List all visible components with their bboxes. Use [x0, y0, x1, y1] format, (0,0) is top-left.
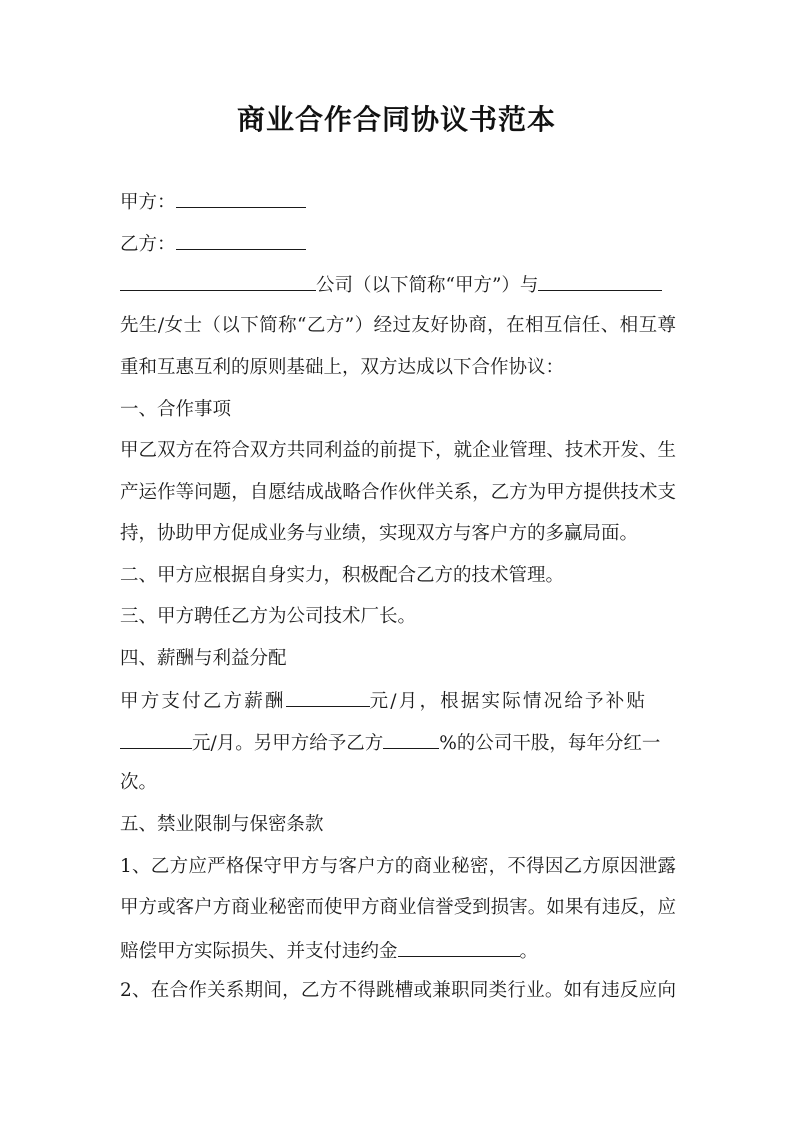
salary-text-c: 元/月。另甲方给予乙方	[192, 733, 384, 754]
salary-line-2	[120, 730, 676, 756]
party-a-blank[interactable]	[176, 189, 306, 208]
party-b-line	[120, 231, 676, 257]
party-b-name-blank[interactable]	[538, 272, 662, 291]
clause-5-1-line-1: 1、乙方应严格保守甲方与客户方的商业秘密，不得因乙方原因泄露	[120, 856, 676, 877]
salary-line-3: 次。	[120, 772, 158, 793]
salary-text-d: %的公司干股，每年分红一	[439, 733, 661, 754]
intro-line-3: 重和互惠互利的原则基础上，双方达成以下合作协议：	[120, 357, 565, 378]
party-b-label: 乙方：	[120, 234, 176, 255]
salary-text-a: 甲方支付乙方薪酬	[120, 691, 286, 712]
clause-5-1-line-3	[120, 938, 676, 964]
section-3-heading: 三、甲方聘任乙方为公司技术厂长。	[120, 606, 417, 627]
section-4-heading: 四、薪酬与利益分配	[120, 648, 287, 669]
salary-text-b: 元/月，根据实际情况给予补贴	[369, 691, 648, 712]
salary-line-1	[120, 688, 676, 714]
penalty-blank[interactable]	[398, 938, 520, 957]
section-5-heading: 五、禁业限制与保密条款	[120, 814, 324, 835]
intro-company-text: 公司（以下简称“甲方”）与	[316, 275, 539, 296]
section-2-heading: 二、甲方应根据自身实力，积极配合乙方的技术管理。	[120, 565, 565, 586]
party-b-blank[interactable]	[176, 231, 306, 250]
penalty-period: 。	[519, 941, 539, 962]
section-1-line-3: 持，协助甲方促成业务与业绩，实现双方与客户方的多赢局面。	[120, 523, 639, 544]
clause-5-1-line-2: 甲方或客户方商业秘密而使甲方商业信誉受到损害。如果有违反，应	[120, 897, 676, 918]
company-name-blank[interactable]	[120, 272, 316, 291]
section-1-line-1: 甲乙双方在符合双方共同利益的前提下，就企业管理、技术开发、生	[120, 440, 676, 461]
share-percent-blank[interactable]	[383, 730, 439, 749]
party-a-line	[120, 189, 676, 215]
clause-5-2-line-1: 2、在合作关系期间，乙方不得跳槽或兼职同类行业。如有违反应向	[120, 980, 676, 1001]
subsidy-blank[interactable]	[120, 730, 192, 749]
penalty-text: 赔偿甲方实际损失、并支付违约金	[120, 941, 398, 962]
document-title: 商业合作合同协议书范本	[236, 103, 556, 136]
intro-line-2: 先生/女士（以下简称“乙方”）经过友好协商，在相互信任、相互尊	[120, 315, 676, 336]
section-1-heading: 一、合作事项	[120, 399, 232, 420]
intro-line-1	[120, 272, 676, 298]
salary-blank[interactable]	[286, 688, 370, 707]
party-a-label: 甲方：	[120, 192, 176, 213]
section-1-line-2: 产运作等问题，自愿结成战略合作伙伴关系，乙方为甲方提供技术支	[120, 482, 676, 503]
